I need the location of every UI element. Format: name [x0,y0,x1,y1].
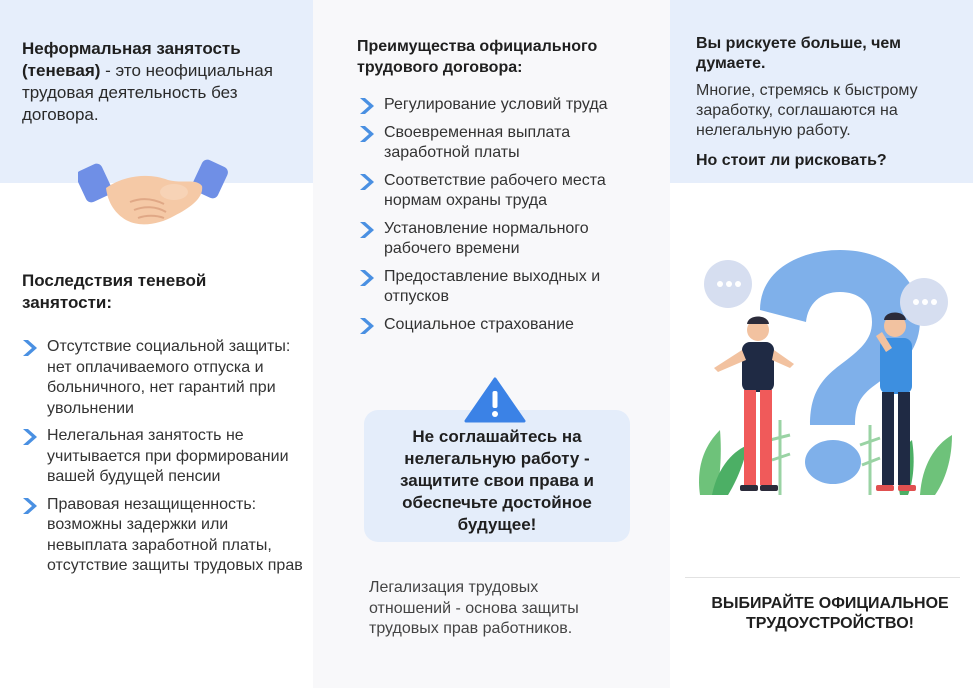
chevron-right-icon [358,269,376,287]
chevron-right-icon [21,497,39,515]
definition-term: Неформальная занятость (теневая) [22,39,241,80]
chevron-right-icon [358,173,376,191]
chevron-right-icon [21,339,39,357]
list-item: Отсутствие социальной защиты: нет оплачиваемого отпуска и больничного, нет гарантий при увольнении [21,337,311,419]
list-item: Соответствие рабочего места нормам охраны труда [358,171,658,212]
risk-question: Но стоит ли рисковать? [696,152,887,169]
chevron-right-icon [21,428,39,446]
list-item: Регулирование условий труда [358,95,658,116]
advantages-list [358,95,658,342]
chevron-right-icon [358,97,376,115]
handshake-illustration [78,158,228,240]
question-mark-illustration [690,240,960,500]
divider [685,577,960,578]
advantages-title: Преимущества официального трудового договора: [357,38,598,76]
definition-body: - это неофициальная трудовая деятельность без договора. [22,61,273,124]
chevron-right-icon [358,221,376,239]
chevron-right-icon [358,125,376,143]
risk-title: Вы рискуете больше, чем думаете. [696,35,901,72]
legal-text: Легализация трудовых отношений - основа защиты трудовых прав работников. [369,579,579,637]
consequences-list [21,337,311,584]
list-item: Своевременная выплата заработной платы [358,123,658,164]
chevron-right-icon [358,317,376,335]
middle-column [313,0,670,688]
call-to-action: ВЫБИРАЙТЕ ОФИЦИАЛЬНОЕ ТРУДОУСТРОЙСТВО! [711,595,949,632]
warning-triangle-icon [464,377,526,423]
list-item: Установление нормального рабочего времени [358,219,658,260]
list-item: Социальное страхование [358,315,658,336]
list-item: Предоставление выходных и отпусков [358,267,658,308]
right-column [670,0,973,688]
risk-body: Многие, стремясь к быстрому заработку, соглашаются на нелегальную работу. [696,82,918,139]
left-column [0,0,313,688]
notice-text: Не соглашайтесь на нелегальную работу - защитите свои права и обеспечьте достойное будущее! [400,427,594,534]
list-item: Нелегальная занятость не учитывается при формировании вашей будущей пенсии [21,426,311,488]
definition-text [22,38,307,126]
consequences-title: Последствия теневой занятости: [22,271,207,312]
list-item: Правовая незащищенность: возможны задержки или невыплата заработной платы, отсутствие защиты трудовых прав [21,495,311,577]
